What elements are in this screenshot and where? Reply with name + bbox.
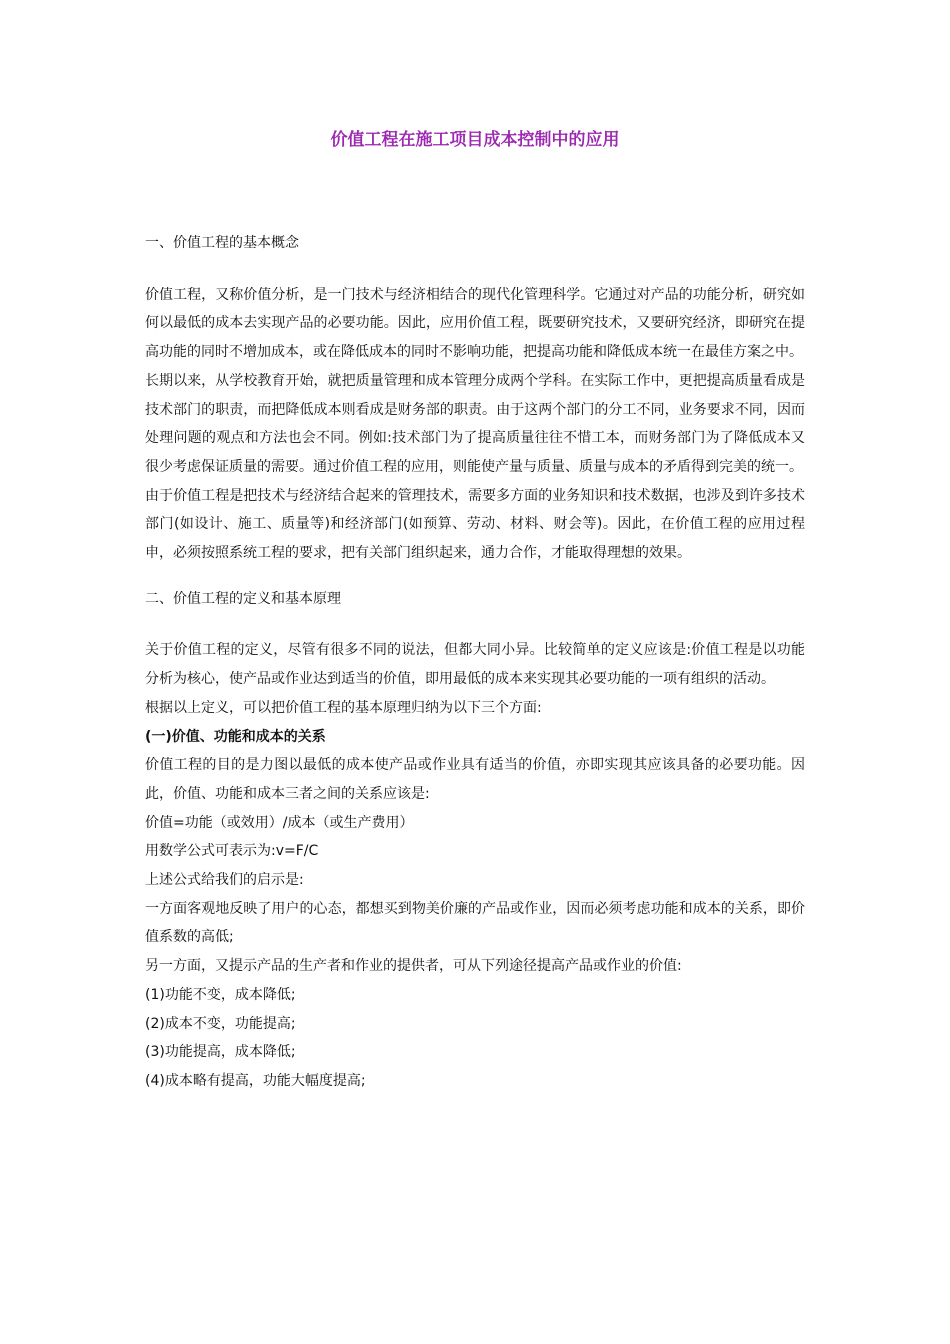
- list-item: (3)功能提高，成本降低;: [145, 1044, 296, 1061]
- paragraph: 价值工程的目的是力图以最低的成本使产品或作业具有适当的价值，亦即实现其应该具备的必要功能。因此，价值、功能和成本三者之间的关系应该是:: [145, 757, 805, 802]
- subsection-heading: (一)价值、功能和成本的关系: [145, 728, 326, 745]
- formula-text: 价值=功能（或效用）/成本（或生产费用）: [145, 814, 414, 831]
- paragraph: 长期以来，从学校教育开始，就把质量管理和成本管理分成两个学科。在实际工作中，更把提高质量看成是技术部门的职责，而把降低成本则看成是财务部的职责。由于这两个部门的分工不同，业务要求不同，因而处理问题的观点和方法也会不同。例如:技术部门为了提高质量往往不惜工本，而财务部门为了降低成本又很少考虑保证质量的需要。通过价值工程的应用，则能使产量与质量、质量与成本的矛盾得到完美的统一。: [145, 372, 805, 475]
- paragraph: 上述公式给我们的启示是:: [145, 872, 304, 889]
- document-title: 价值工程在施工项目成本控制中的应用: [330, 130, 620, 150]
- document-body: [145, 229, 805, 1096]
- formula-text: 用数学公式可表示为:v=F/C: [145, 843, 319, 860]
- paragraph: 根据以上定义，可以把价值工程的基本原理归纳为以下三个方面:: [145, 699, 542, 716]
- paragraph: 一方面客观地反映了用户的心态，都想买到物美价廉的产品或作业，因而必须考虑功能和成本的关系，即价值系数的高低;: [145, 900, 805, 946]
- paragraph: 另一方面，又提示产品的生产者和作业的提供者，可从下列途径提高产品或作业的价值:: [145, 958, 682, 975]
- paragraph: 价值工程，又称价值分析，是一门技术与经济相结合的现代化管理科学。它通过对产品的功能分析，研究如何以最低的成本去实现产品的必要功能。因此，应用价值工程，既要研究技术，又要研究经济，即研究在提高功能的同时不增加成本，或在降低成本的同时不影响功能，把提高功能和降低成本统一在最佳方案之中。: [145, 286, 805, 361]
- list-item: (4)成本略有提高，功能大幅度提高;: [145, 1072, 366, 1089]
- paragraph: 由于价值工程是把技术与经济结合起来的管理技术，需要多方面的业务知识和技术数据，也涉及到许多技术部门(如设计、施工、质量等)和经济部门(如预算、劳动、材料、财会等)。因此，在价值工程的应用过程申，必须按照系统工程的要求，把有关部门组织起来，通力合作，才能取得理想的效果。: [145, 487, 805, 562]
- section-heading-1: 一、价值工程的基本概念: [145, 235, 299, 251]
- section-heading-2: 二、价值工程的定义和基本原理: [145, 590, 341, 607]
- list-item: (2)成本不变，功能提高;: [145, 1015, 296, 1032]
- list-item: (1)功能不变，成本降低;: [145, 986, 296, 1003]
- paragraph: 关于价值工程的定义，尽管有很多不同的说法，但都大同小异。比较简单的定义应该是:价值工程是以功能分析为核心，使产品或作业达到适当的价值，即用最低的成本来实现其必要功能的一项有组织的活动。: [145, 642, 805, 688]
